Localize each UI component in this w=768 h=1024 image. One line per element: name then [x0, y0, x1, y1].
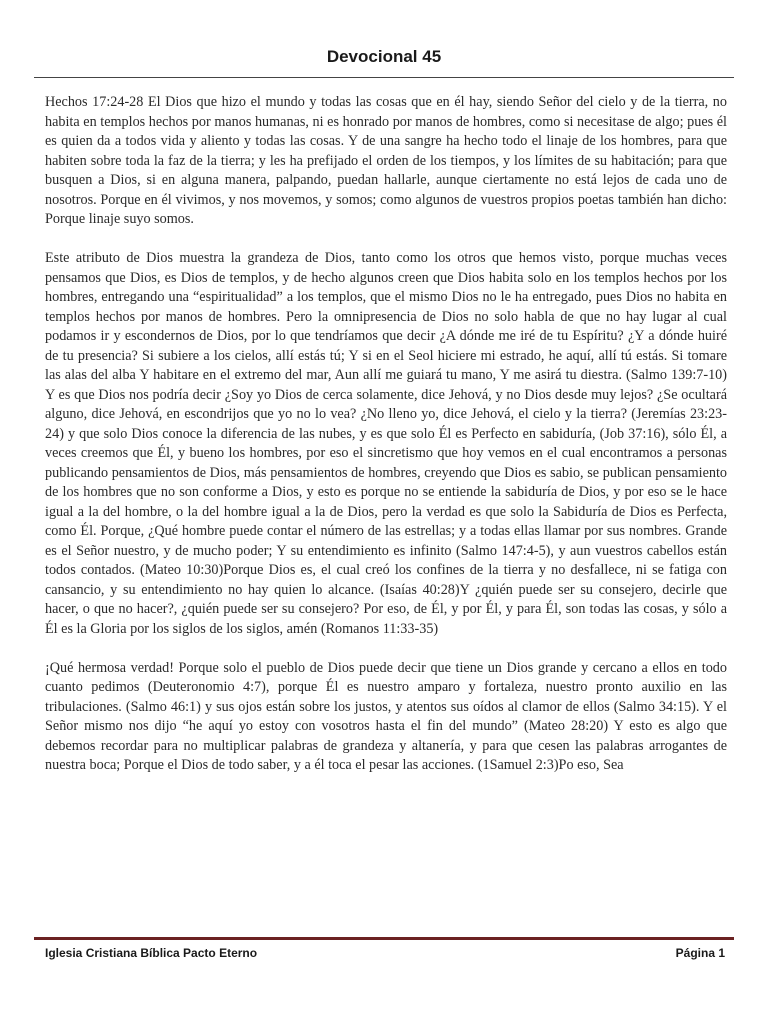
footer-page-number: Página 1: [675, 946, 725, 960]
paragraph-omnipresence: Este atributo de Dios muestra la grandeza de Dios, tanto como los otros que hemos visto, porque muchas veces pensamos que Dios, es Dios de templos, y de hecho algunos creen que Dios habita solo en los templos hechos por los hombres, entregando una “espiritualidad” a los templos, que el mismo Dios no le ha entregado, pues Dios no habita en templos hechos por manos de hombres. Pero la omnipresencia de Dios no solo habla de que no hay lugar al cual podamos ir y escondernos de Dios, por lo que tendríamos que decir ¿A dónde me iré de tu Espíritu? ¿Y a dónde huiré de tu presencia? Si subiere a los cielos, allí estás tú; Y si en el Seol hiciere mi estrado, he aquí, allí tú estás. Si tomare las alas del alba Y habitare en el extremo del mar, Aun allí me guiará tu mano, Y me asirá tu diestra. (Salmo 139:7-10) Y es que Dios nos podría decir ¿Soy yo Dios de cerca solamente, dice Jehová, y no Dios desde muy lejos? ¿Se ocultará alguno, dice Jehová, en escondrijos que yo no lo vea? ¿No lleno yo, dice Jehová, el cielo y la tierra? (Jeremías 23:23-24) y que solo Dios conoce la diferencia de las nubes, y es que solo Él es Perfecto en sabiduría, (Job 37:16), sólo Él, a veces creemos que Él, y bueno los hombres, por eso el sincretismo que hoy vemos en el cual encontramos a personas publicando pensamientos de Dios, más pensamientos de hombres, creyendo que Dios es sabio, se publican pensamiento de los hombres que no son conforme a Dios, y esto es porque no se entiende la sabiduría de Dios, y por eso se le hace igual a la del hombre, o la del hombre igual a la de Dios, pero la verdad es que solo la Sabiduría de Dios es Perfecta, como Él. Porque, ¿Qué hombre puede contar el número de las estrellas; y a todas ellas llamar por sus nombres. Grande es el Señor nuestro, y de mucho poder; Y su entendimiento es infinito (Salmo 147:4-5), y aun vuestros cabellos están todos contados. (Mateo 10:30)Porque Dios es, el cual creó los confines de la tierra y no desfallece, ni se fatiga con cansancio, y su entendimiento no hay quien lo alcance. (Isaías 40:28)Y ¿quién puede ser su consejero, decirle que hacer, o que no hacer?, ¿quién puede ser su consejero? Por eso, de Él, y por Él, y para Él, son todas las cosas, y sólo a Él es la Gloria por los siglos de los siglos, amén (Romanos 11:33-35): [45, 250, 727, 637]
title-divider: [34, 77, 734, 78]
document-body: [45, 93, 727, 776]
paragraph-scripture: Hechos 17:24-28 El Dios que hizo el mundo y todas las cosas que en él hay, siendo Señor del cielo y de la tierra, no habita en templos hechos por manos humanas, ni es honrado por manos de hombres, como si necesitase de algo; pues él es quien da a todos vida y aliento y todas las cosas. Y de una sangre ha hecho todo el linaje de los hombres, para que habiten sobre toda la faz de la tierra; y les ha prefijado el orden de los tiempos, y los límites de su habitación; para que busquen a Dios, si en alguna manera, palpando, puedan hallarle, aunque ciertamente no está lejos de cada uno de nosotros. Porque en él vivimos, y nos movemos, y somos; como algunos de vuestros propios poetas también han dicho: Porque linaje suyo somos.: [45, 94, 727, 227]
paragraph-conclusion: ¡Qué hermosa verdad! Porque solo el pueblo de Dios puede decir que tiene un Dios grande y cercano a ellos en todo cuanto pedimos (Deuteronomio 4:7), porque Él es nuestro amparo y fortaleza, nuestro pronto auxilio en las tribulaciones. (Salmo 46:1) y sus ojos están sobre los justos, y atentos sus oídos al clamor de ellos (Salmo 34:15). Y el Señor mismo nos dijo “he aquí yo estoy con vosotros hasta el fin del mundo” (Mateo 28:20) Y esto es algo que debemos recordar para no multiplicar palabras de grandeza y altanería, y para que cesen las palabras arrogantes de nuestra boca; Porque el Dios de todo saber, y a él toca el pesar las acciones. (1Samuel 2:3)Po eso, Sea: [45, 659, 727, 773]
footer-church-name: Iglesia Cristiana Bíblica Pacto Eterno: [45, 946, 258, 960]
footer-divider: [34, 937, 734, 940]
page-title: Devocional 45: [326, 47, 442, 66]
